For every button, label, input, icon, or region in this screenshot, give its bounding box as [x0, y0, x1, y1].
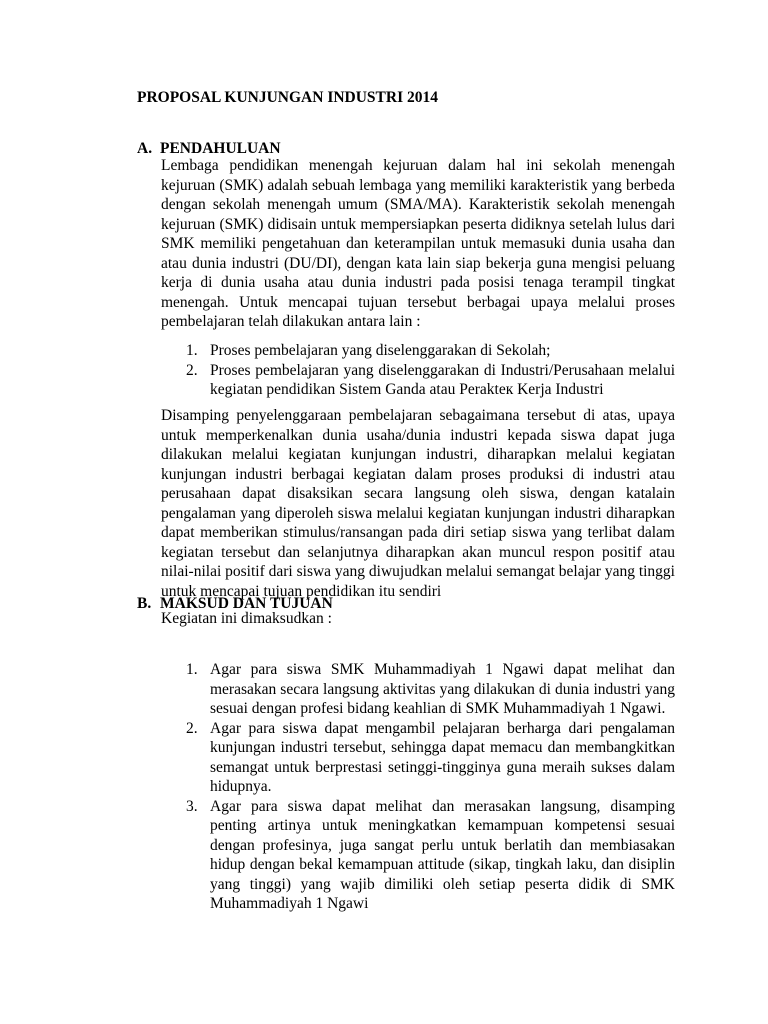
- list-item-text: Proses pembelajaran yang diselenggarakan di Industri/Perusahaan melalui kegiatan pendidikan Sistem Ganda atau Perakteк Kerja Industri: [210, 361, 675, 398]
- list-item: [161, 341, 675, 361]
- list-item-text: Agar para siswa dapat mengambil pelajaran berharga dari pengalaman kunjungan industri tersebut, sehingga dapat memacu dan membangkitkan semangat untuk berprestasi setinggi-tingginya guna meraih sukses dalam hidupnya.: [210, 719, 675, 795]
- list-item-number: 1.: [186, 661, 198, 678]
- section-b-title: MAKSUD DAN TUJUAN: [160, 595, 333, 612]
- list-item: [161, 797, 675, 914]
- list-item-number: 2.: [186, 719, 198, 737]
- section-a-letter: A.: [137, 140, 153, 157]
- list-item-text: Proses pembelajaran yang diselenggarakan di Sekolah;: [210, 342, 551, 359]
- list-item-number: 2.: [186, 361, 198, 379]
- list-item-text: Agar para siswa dapat melihat dan merasakan langsung, disamping penting artinya untuk meningkatkan kemampuan kompetensi sesuai dengan profesinya, juga sangat perlu untuk berlatih dan membiasakan hidup dengan bekal kemampuan attitude (sikap, tingkah laku, dan disiplin yang tinggi) yang wajib dimiliki oleh setiap peserta didik di SMK Muhammadiyah 1 Ngawi: [210, 797, 675, 912]
- section-a-list: [161, 341, 675, 400]
- list-item-number: 1.: [186, 342, 198, 359]
- section-b-list: [161, 660, 675, 914]
- list-item: [161, 361, 675, 400]
- section-a-paragraph-1: Lembaga pendidikan menengah kejuruan dalam hal ini sekolah menengah kejuruan (SMK) adalah sebuah lembaga yang memiliki karakteristik yang berbeda dengan sekolah menengah umum (SMA/MA). Karakteristik sekolah menengah kejuruan (SMK) didisain untuk mempersiapkan peserta didiknya setelah lulus dari SMK memiliki pengetahuan dan keterampilan untuk memasuki dunia usaha dan atau dunia industri (DU/DI), dengan kata lain siap bekerja guna mengisi peluang kerja di dunia usaha atau dunia industri pada posisi tenaga terampil tingkat menengah. Untuk mencapai tujuan tersebut berbagai upaya melalui proses pembelajaran telah dilakukan antara lain :: [161, 157, 675, 330]
- section-a-title: PENDAHULUAN: [160, 140, 281, 157]
- list-item-text: Agar para siswa SMK Muhammadiyah 1 Ngawi dapat melihat dan merasakan secara langsung aktivitas yang dilakukan di dunia industri yang sesuai dengan profesi bidang keahlian di SMK Muhammadiyah 1 Ngawi.: [210, 661, 675, 717]
- list-item-number: 3.: [186, 797, 198, 815]
- list-item: [161, 660, 675, 719]
- list-item: [161, 719, 675, 797]
- section-a-paragraph-2: Disamping penyelenggaraan pembelajaran sebagaimana tersebut di atas, upaya untuk memperkenalkan dunia usaha/dunia industri kepada siswa dapat juga dilakukan melalui kegiatan kunjungan industri, diharapkan melalui kegiatan kunjungan industri berbagai kegiatan dalam proses produksi di industri atau perusahaan dapat disaksikan secara langsung oleh siswa, dengan katalain pengalaman yang diperoleh siswa melalui kegiatan kunjungan industri diharapkan dapat memberikan stimulus/ransangan pada diri setiap siswa yang terlibat dalam kegiatan tersebut dan selanjutnya diharapkan akan muncul respon positif atau nilai-nilai positif dari siswa yang diwujudkan melalui semangat belajar yang tinggi untuk mencapai tujuan pendidikan itu sendiri: [161, 407, 675, 600]
- section-b-letter: B.: [137, 595, 152, 612]
- section-b-intro: Kegiatan ini dimaksudkan :: [161, 610, 332, 627]
- document-title: PROPOSAL KUNJUNGAN INDUSTRI 2014: [137, 89, 438, 106]
